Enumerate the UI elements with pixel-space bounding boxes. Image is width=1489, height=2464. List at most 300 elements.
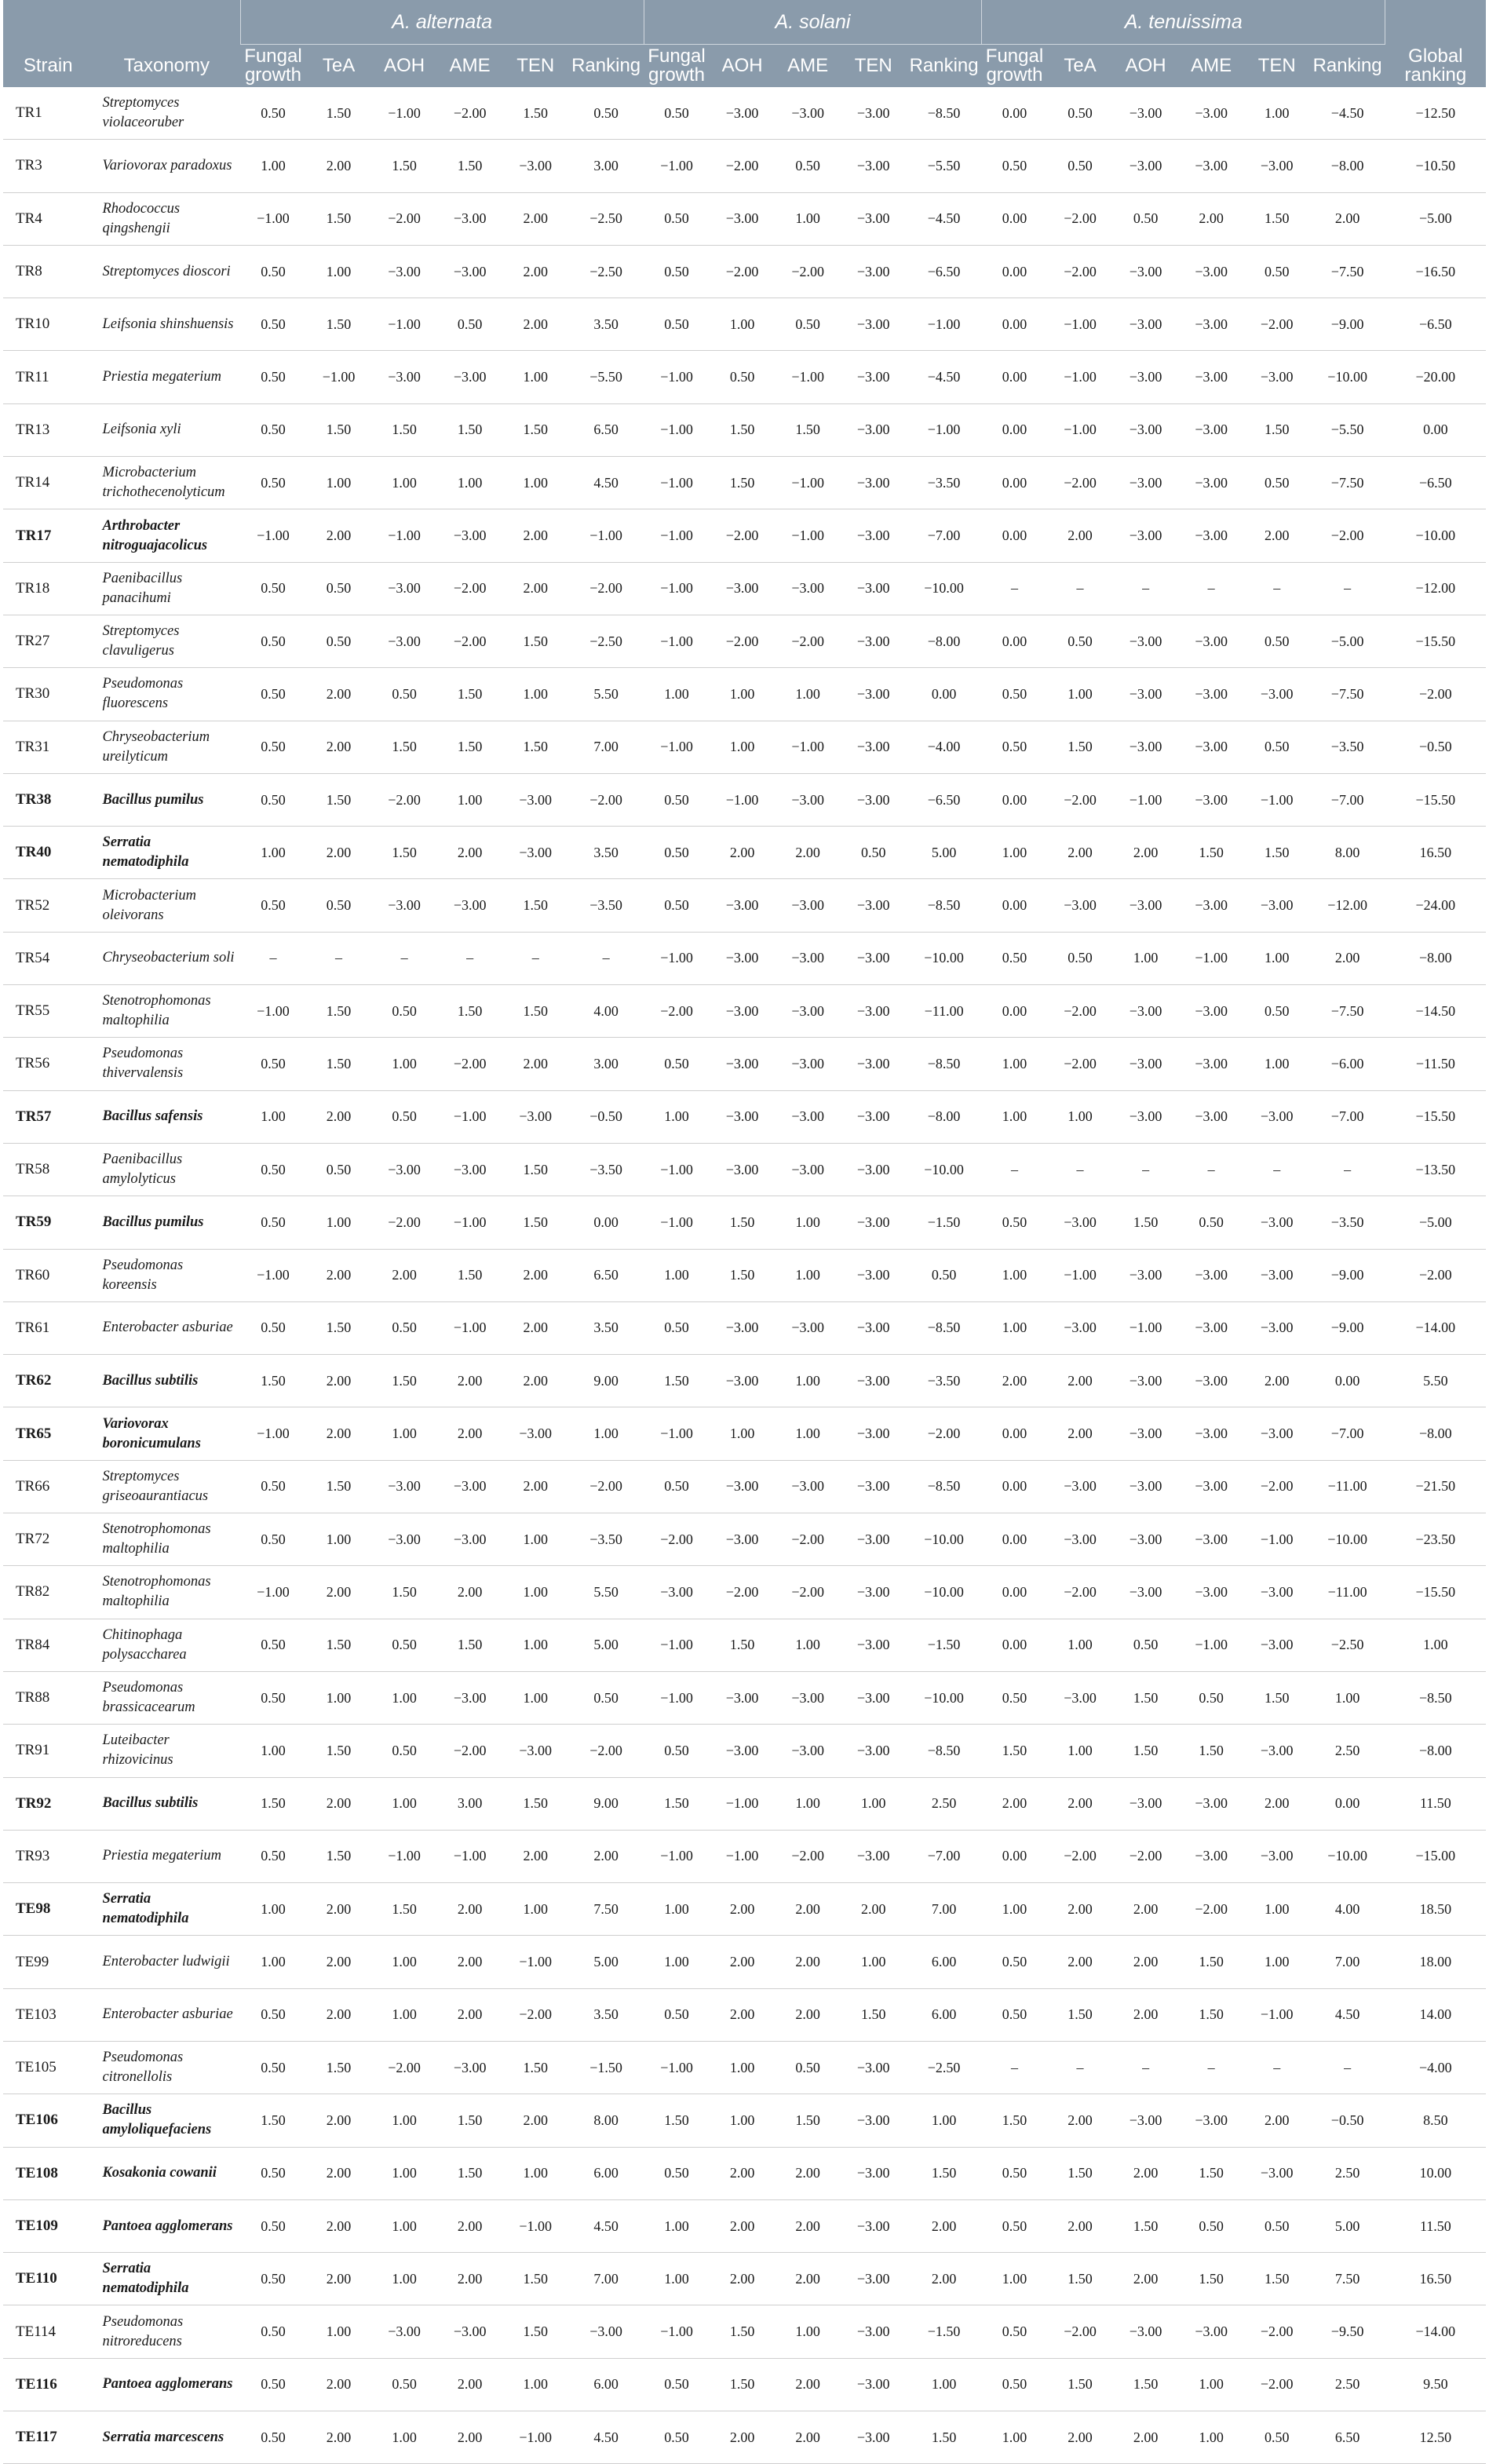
cell-alternata-value: 0.50 (240, 87, 306, 140)
cell-solani-value: 0.50 (644, 2147, 710, 2199)
cell-tenuissima-value: 8.00 (1310, 827, 1385, 879)
cell-tenuissima-value: 0.50 (1244, 2411, 1310, 2464)
cell-solani-value: −3.00 (710, 192, 776, 245)
cell-tenuissima-value: −1.00 (1047, 403, 1113, 456)
cell-tenuissima-value: 0.50 (1047, 615, 1113, 667)
cell-tenuissima-value: 0.00 (982, 192, 1048, 245)
cell-tenuissima-value: 1.00 (982, 1038, 1048, 1090)
cell-alternata-value: 2.00 (306, 2147, 372, 2199)
cell-tenuissima-value: 2.00 (982, 1777, 1048, 1830)
cell-alternata-value: 1.50 (306, 2041, 372, 2093)
table-row (3, 932, 1486, 984)
cell-solani-value: −3.00 (841, 1143, 907, 1195)
cell-tenuissima-value: −3.00 (1113, 1038, 1179, 1090)
cell-alternata-value: −3.00 (437, 879, 503, 932)
cell-solani-value: −3.00 (841, 1249, 907, 1301)
cell-tenuissima-value: – (1047, 1143, 1113, 1195)
cell-tenuissima-value: 1.00 (982, 2253, 1048, 2305)
cell-alternata-value: 2.00 (306, 1777, 372, 1830)
cell-solani-value: 0.50 (644, 2358, 710, 2411)
table-row (3, 1355, 1486, 1407)
cell-solani-value: 1.00 (841, 1777, 907, 1830)
cell-alternata-value: −3.00 (371, 351, 437, 403)
cell-tenuissima-value: −3.00 (1113, 351, 1179, 403)
cell-tenuissima-value: −9.00 (1310, 1249, 1385, 1301)
cell-taxonomy: Pseudomonas nitroreducens (93, 2305, 240, 2358)
cell-tenuissima-value: 2.50 (1310, 2147, 1385, 2199)
cell-alternata-value: 2.00 (502, 2094, 568, 2147)
cell-alternata-value: 6.00 (568, 2147, 644, 2199)
cell-solani-value: 1.50 (710, 403, 776, 456)
cell-strain: TR3 (3, 140, 93, 192)
table-row (3, 1566, 1486, 1619)
cell-strain: TR54 (3, 932, 93, 984)
cell-solani-value: 0.50 (775, 2041, 841, 2093)
cell-solani-value: −3.00 (841, 1619, 907, 1671)
cell-solani-value: −1.00 (644, 140, 710, 192)
cell-solani-value: 0.50 (644, 1725, 710, 1777)
cell-strain: TR27 (3, 615, 93, 667)
cell-taxonomy: Enterobacter asburiae (93, 1301, 240, 1354)
cell-alternata-value: 2.00 (502, 298, 568, 351)
cell-global-ranking: −8.00 (1385, 1407, 1486, 1460)
cell-taxonomy: Serratia nematodiphila (93, 2253, 240, 2305)
cell-alternata-value: 1.00 (502, 1671, 568, 1724)
cell-alternata-value: −3.00 (437, 1143, 503, 1195)
cell-alternata-value: −3.00 (437, 192, 503, 245)
cell-tenuissima-value: −3.00 (1178, 1407, 1244, 1460)
cell-taxonomy: Variovorax boronicumulans (93, 1407, 240, 1460)
cell-solani-value: 1.00 (710, 2094, 776, 2147)
cell-global-ranking: −21.50 (1385, 1460, 1486, 1513)
cell-tenuissima-value: −1.00 (1113, 1301, 1179, 1354)
cell-solani-value: −3.00 (841, 2253, 907, 2305)
cell-alternata-value: 1.50 (502, 2253, 568, 2305)
cell-tenuissima-value: 1.50 (1244, 403, 1310, 456)
cell-solani-value: −2.00 (710, 140, 776, 192)
table-row (3, 1988, 1486, 2041)
cell-tenuissima-value: −7.50 (1310, 457, 1385, 509)
cell-tenuissima-value: 2.00 (1047, 2411, 1113, 2464)
cell-tenuissima-value: 0.50 (1113, 1619, 1179, 1671)
cell-global-ranking: 5.50 (1385, 1355, 1486, 1407)
cell-taxonomy: Variovorax paradoxus (93, 140, 240, 192)
cell-solani-value: 2.00 (775, 2411, 841, 2464)
cell-solani-value: −1.00 (644, 1830, 710, 1882)
cell-taxonomy: Pseudomonas koreensis (93, 1249, 240, 1301)
cell-tenuissima-value: −3.00 (1244, 1407, 1310, 1460)
cell-solani-value: −3.00 (841, 1196, 907, 1249)
cell-taxonomy: Pseudomonas citronellolis (93, 2041, 240, 2093)
cell-tenuissima-value: −3.00 (1113, 457, 1179, 509)
cell-solani-value: −3.50 (906, 1355, 981, 1407)
table-row (3, 403, 1486, 456)
cell-alternata-value: −0.50 (568, 1090, 644, 1143)
cell-tenuissima-value: 1.50 (1047, 721, 1113, 773)
cell-strain: TR4 (3, 192, 93, 245)
cell-taxonomy: Serratia marcescens (93, 2411, 240, 2464)
cell-alternata-value: 1.50 (502, 1777, 568, 1830)
cell-alternata-value: −1.00 (502, 2199, 568, 2252)
cell-tenuissima-value: −3.00 (1113, 245, 1179, 298)
cell-alternata-value: 1.00 (240, 1725, 306, 1777)
cell-alternata-value: 1.50 (371, 1883, 437, 1936)
cell-tenuissima-value: 1.00 (982, 1249, 1048, 1301)
cell-solani-value: −1.00 (775, 457, 841, 509)
cell-alternata-value: 2.00 (437, 1407, 503, 1460)
cell-tenuissima-value: −3.00 (1244, 1090, 1310, 1143)
cell-solani-value: 2.50 (906, 1777, 981, 1830)
cell-solani-value: −3.00 (775, 773, 841, 826)
cell-tenuissima-value: 2.00 (1113, 1883, 1179, 1936)
cell-solani-value: 6.00 (906, 1988, 981, 2041)
cell-solani-value: −3.00 (841, 985, 907, 1038)
cell-solani-value: −1.00 (644, 509, 710, 562)
cell-solani-value: −3.00 (841, 1090, 907, 1143)
cell-tenuissima-value: 1.00 (982, 1883, 1048, 1936)
table-row (3, 1883, 1486, 1936)
cell-tenuissima-value: −3.00 (1113, 140, 1179, 192)
cell-alternata-value: 2.00 (306, 2199, 372, 2252)
cell-tenuissima-value: 1.50 (1047, 2358, 1113, 2411)
cell-solani-value: −3.00 (841, 1301, 907, 1354)
cell-alternata-value: 0.50 (371, 668, 437, 721)
cell-alternata-value: −1.00 (502, 2411, 568, 2464)
cell-solani-value: −1.00 (775, 351, 841, 403)
cell-taxonomy: Leifsonia xyli (93, 403, 240, 456)
cell-strain: TR11 (3, 351, 93, 403)
table-row (3, 562, 1486, 615)
cell-alternata-value: 6.50 (568, 1249, 644, 1301)
cell-solani-value: 1.00 (644, 1090, 710, 1143)
cell-alternata-value: 6.00 (568, 2358, 644, 2411)
cell-tenuissima-value: −3.00 (1178, 1513, 1244, 1566)
table-row (3, 2147, 1486, 2199)
cell-solani-value: 1.00 (775, 1249, 841, 1301)
cell-solani-value: −1.00 (906, 298, 981, 351)
table-row (3, 827, 1486, 879)
cell-alternata-value: −1.00 (437, 1090, 503, 1143)
species-header-row (3, 0, 1486, 45)
cell-tenuissima-value: 1.50 (1244, 827, 1310, 879)
cell-alternata-value: −3.00 (437, 1513, 503, 1566)
cell-tenuissima-value: 1.00 (982, 2411, 1048, 2464)
cell-solani-value: −1.00 (644, 1671, 710, 1724)
cell-solani-value: −1.50 (906, 1196, 981, 1249)
cell-tenuissima-value: 0.00 (982, 245, 1048, 298)
cell-alternata-value: 1.50 (240, 2094, 306, 2147)
cell-solani-value: 0.50 (644, 827, 710, 879)
table-row (3, 2199, 1486, 2252)
cell-solani-value: −3.00 (841, 2358, 907, 2411)
cell-alternata-value: 0.50 (240, 1830, 306, 1882)
cell-alternata-value: 0.50 (240, 1988, 306, 2041)
cell-tenuissima-value: 0.00 (982, 1407, 1048, 1460)
cell-alternata-value: 2.00 (306, 2253, 372, 2305)
cell-global-ranking: 14.00 (1385, 1988, 1486, 2041)
cell-taxonomy: Streptomyces violaceoruber (93, 87, 240, 140)
cell-tenuissima-value: 2.00 (1113, 1936, 1179, 1988)
cell-tenuissima-value: −1.00 (1113, 773, 1179, 826)
cell-alternata-value: 4.50 (568, 2199, 644, 2252)
cell-tenuissima-value: 2.00 (1178, 192, 1244, 245)
cell-tenuissima-value: 2.00 (1244, 1355, 1310, 1407)
cell-tenuissima-value: −0.50 (1310, 2094, 1385, 2147)
cell-solani-value: −1.00 (644, 457, 710, 509)
cell-tenuissima-value: −3.00 (1244, 1830, 1310, 1882)
cell-solani-value: −3.00 (841, 245, 907, 298)
cell-tenuissima-value: 1.50 (1244, 1671, 1310, 1724)
cell-alternata-value: 2.00 (306, 2358, 372, 2411)
cell-tenuissima-value: −3.00 (1178, 1355, 1244, 1407)
cell-solani-value: −8.50 (906, 879, 981, 932)
cell-tenuissima-value: 1.50 (1244, 192, 1310, 245)
cell-solani-value: −3.00 (841, 1671, 907, 1724)
cell-tenuissima-value: −3.50 (1310, 721, 1385, 773)
cell-taxonomy: Priestia megaterium (93, 1830, 240, 1882)
cell-solani-value: −8.50 (906, 1301, 981, 1354)
cell-solani-value: −3.00 (710, 1513, 776, 1566)
cell-alternata-value: −3.00 (437, 509, 503, 562)
cell-alternata-value: 0.50 (240, 2199, 306, 2252)
cell-tenuissima-value: −10.00 (1310, 351, 1385, 403)
cell-tenuissima-value: 0.50 (1178, 2199, 1244, 2252)
cell-solani-value: −1.00 (710, 1830, 776, 1882)
cell-solani-value: −1.00 (644, 1196, 710, 1249)
column-header-global-ranking: Global ranking (1385, 45, 1486, 88)
table-row (3, 721, 1486, 773)
cell-tenuissima-value: −3.00 (1178, 87, 1244, 140)
cell-alternata-value: 1.50 (306, 773, 372, 826)
cell-solani-value: −1.00 (644, 351, 710, 403)
cell-tenuissima-value: −3.00 (1244, 2147, 1310, 2199)
cell-solani-value: −8.50 (906, 1725, 981, 1777)
cell-strain: TE116 (3, 2358, 93, 2411)
cell-tenuissima-value: −11.00 (1310, 1566, 1385, 1619)
cell-tenuissima-value: −3.00 (1178, 245, 1244, 298)
cell-alternata-value: 1.50 (306, 87, 372, 140)
cell-alternata-value: 7.00 (568, 721, 644, 773)
cell-alternata-value: 2.00 (306, 1988, 372, 2041)
cell-tenuissima-value: −2.00 (1047, 1830, 1113, 1882)
cell-alternata-value: 2.00 (306, 1355, 372, 1407)
cell-tenuissima-value: 1.00 (1047, 1619, 1113, 1671)
cell-tenuissima-value: −2.00 (1047, 773, 1113, 826)
cell-alternata-value: 1.50 (306, 1619, 372, 1671)
cell-alternata-value: 5.00 (568, 1619, 644, 1671)
cell-global-ranking: −5.00 (1385, 1196, 1486, 1249)
cell-solani-value: −6.50 (906, 773, 981, 826)
cell-tenuissima-value: – (1244, 2041, 1310, 2093)
cell-tenuissima-value: −3.00 (1178, 615, 1244, 667)
cell-alternata-value: 1.50 (371, 721, 437, 773)
cell-alternata-value: 7.50 (568, 1883, 644, 1936)
cell-tenuissima-value: 1.50 (1047, 1988, 1113, 2041)
cell-strain: TR61 (3, 1301, 93, 1354)
cell-tenuissima-value: – (1310, 562, 1385, 615)
cell-solani-value: 1.00 (710, 668, 776, 721)
cell-solani-value: −7.00 (906, 1830, 981, 1882)
cell-tenuissima-value: 2.00 (1113, 2253, 1179, 2305)
column-header-solani-ranking: Ranking (906, 45, 981, 88)
cell-tenuissima-value: −2.00 (1178, 1883, 1244, 1936)
cell-global-ranking: −5.00 (1385, 192, 1486, 245)
cell-alternata-value: 1.50 (437, 668, 503, 721)
cell-alternata-value: 0.50 (371, 1301, 437, 1354)
cell-alternata-value: 0.50 (240, 245, 306, 298)
column-header-tenuissima-fungal-growth: Fungal growth (982, 45, 1048, 88)
cell-alternata-value: −1.00 (437, 1301, 503, 1354)
cell-strain: TR8 (3, 245, 93, 298)
cell-tenuissima-value: −3.00 (1113, 1566, 1179, 1619)
column-header-tenuissima-ten: TEN (1244, 45, 1310, 88)
cell-alternata-value: 0.50 (371, 1619, 437, 1671)
cell-alternata-value: −1.00 (240, 1566, 306, 1619)
cell-global-ranking: −2.00 (1385, 668, 1486, 721)
cell-alternata-value: 0.50 (568, 87, 644, 140)
cell-alternata-value: −2.00 (437, 87, 503, 140)
cell-solani-value: −3.00 (710, 1090, 776, 1143)
cell-solani-value: −3.00 (841, 562, 907, 615)
cell-alternata-value: −3.00 (502, 827, 568, 879)
cell-solani-value: 0.50 (906, 1249, 981, 1301)
table-row (3, 1619, 1486, 1671)
cell-tenuissima-value: 0.50 (1244, 721, 1310, 773)
cell-alternata-value: 0.00 (568, 1196, 644, 1249)
cell-taxonomy: Chitinophaga polysaccharea (93, 1619, 240, 1671)
cell-solani-value: 1.00 (775, 1196, 841, 1249)
cell-alternata-value: 0.50 (240, 1460, 306, 1513)
cell-solani-value: −1.00 (906, 403, 981, 456)
cell-tenuissima-value: −3.00 (1113, 298, 1179, 351)
cell-solani-value: 2.00 (906, 2253, 981, 2305)
cell-tenuissima-value: 0.50 (982, 2147, 1048, 2199)
cell-tenuissima-value: 2.00 (1244, 509, 1310, 562)
cell-tenuissima-value: −12.00 (1310, 879, 1385, 932)
cell-alternata-value: −1.00 (306, 351, 372, 403)
cell-alternata-value: −1.00 (502, 1936, 568, 1988)
cell-solani-value: −3.00 (710, 1355, 776, 1407)
cell-solani-value: −2.00 (906, 1407, 981, 1460)
cell-taxonomy: Stenotrophomonas maltophilia (93, 1513, 240, 1566)
cell-global-ranking: −4.00 (1385, 2041, 1486, 2093)
cell-tenuissima-value: – (982, 562, 1048, 615)
cell-tenuissima-value: −7.50 (1310, 245, 1385, 298)
cell-alternata-value: −3.00 (371, 1513, 437, 1566)
cell-tenuissima-value: 1.50 (1178, 2253, 1244, 2305)
cell-solani-value: −3.00 (775, 1143, 841, 1195)
cell-alternata-value: −2.00 (437, 1038, 503, 1090)
cell-tenuissima-value: −3.00 (1113, 1777, 1179, 1830)
cell-alternata-value: 2.00 (437, 2411, 503, 2464)
cell-alternata-value: 2.00 (437, 1936, 503, 1988)
cell-tenuissima-value: 0.00 (982, 403, 1048, 456)
cell-solani-value: −3.00 (841, 1407, 907, 1460)
cell-tenuissima-value: −6.00 (1310, 1038, 1385, 1090)
cell-solani-value: 0.50 (644, 87, 710, 140)
cell-tenuissima-value: 0.00 (982, 1513, 1048, 1566)
cell-tenuissima-value: 1.50 (1113, 2358, 1179, 2411)
cell-taxonomy: Serratia nematodiphila (93, 1883, 240, 1936)
cell-strain: TR88 (3, 1671, 93, 1724)
cell-tenuissima-value: −3.00 (1113, 615, 1179, 667)
cell-global-ranking: 18.00 (1385, 1936, 1486, 1988)
cell-strain: TR59 (3, 1196, 93, 1249)
cell-solani-value: 2.00 (710, 2253, 776, 2305)
cell-tenuissima-value: −2.00 (1047, 245, 1113, 298)
cell-alternata-value: 0.50 (240, 2411, 306, 2464)
cell-solani-value: 5.00 (906, 827, 981, 879)
cell-alternata-value: −1.00 (240, 1249, 306, 1301)
cell-tenuissima-value: −1.00 (1047, 298, 1113, 351)
cell-global-ranking: −10.00 (1385, 509, 1486, 562)
cell-solani-value: 1.50 (710, 1619, 776, 1671)
cell-solani-value: 2.00 (775, 2199, 841, 2252)
cell-tenuissima-value: −2.00 (1047, 192, 1113, 245)
cell-alternata-value: 2.00 (437, 2199, 503, 2252)
cell-solani-value: 1.00 (644, 1936, 710, 1988)
column-header-solani-ame: AME (775, 45, 841, 88)
cell-taxonomy: Chryseobacterium ureilyticum (93, 721, 240, 773)
cell-tenuissima-value: −3.00 (1047, 1671, 1113, 1724)
cell-strain: TE110 (3, 2253, 93, 2305)
cell-taxonomy: Bacillus subtilis (93, 1777, 240, 1830)
cell-alternata-value: 1.00 (371, 1777, 437, 1830)
header-blank (3, 0, 93, 45)
cell-strain: TR58 (3, 1143, 93, 1195)
cell-solani-value: 2.00 (775, 2358, 841, 2411)
cell-alternata-value: −1.00 (568, 509, 644, 562)
cell-alternata-value: 2.00 (437, 2358, 503, 2411)
cell-solani-value: 2.00 (710, 1883, 776, 1936)
cell-alternata-value: 1.00 (502, 1566, 568, 1619)
cell-alternata-value: 0.50 (240, 773, 306, 826)
cell-solani-value: −2.00 (710, 1566, 776, 1619)
cell-tenuissima-value: −3.00 (1113, 1460, 1179, 1513)
cell-tenuissima-value: −3.00 (1244, 668, 1310, 721)
cell-alternata-value: 3.50 (568, 827, 644, 879)
cell-strain: TR91 (3, 1725, 93, 1777)
cell-alternata-value: −3.00 (437, 351, 503, 403)
cell-solani-value: −10.00 (906, 932, 981, 984)
cell-alternata-value: 1.50 (306, 192, 372, 245)
cell-tenuissima-value: 2.00 (1310, 192, 1385, 245)
cell-solani-value: −1.00 (775, 509, 841, 562)
cell-alternata-value: −1.00 (240, 985, 306, 1038)
cell-alternata-value: 1.50 (437, 140, 503, 192)
cell-solani-value: 2.00 (775, 1883, 841, 1936)
cell-alternata-value: 2.00 (502, 509, 568, 562)
cell-alternata-value: 0.50 (240, 879, 306, 932)
cell-solani-value: −3.00 (775, 1090, 841, 1143)
table-row (3, 1196, 1486, 1249)
cell-alternata-value: 5.00 (568, 1936, 644, 1988)
cell-tenuissima-value: 2.00 (1047, 1407, 1113, 1460)
cell-solani-value: −1.00 (644, 615, 710, 667)
cell-strain: TR30 (3, 668, 93, 721)
cell-solani-value: −3.00 (775, 87, 841, 140)
cell-alternata-value: – (306, 932, 372, 984)
cell-global-ranking: −14.00 (1385, 1301, 1486, 1354)
cell-alternata-value: 0.50 (437, 298, 503, 351)
cell-tenuissima-value: −3.00 (1178, 140, 1244, 192)
cell-tenuissima-value: −1.00 (1244, 1513, 1310, 1566)
cell-solani-value: 0.50 (644, 1460, 710, 1513)
table-row (3, 1407, 1486, 1460)
cell-solani-value: 1.00 (644, 2253, 710, 2305)
cell-tenuissima-value: −7.50 (1310, 668, 1385, 721)
cell-tenuissima-value: 0.00 (982, 773, 1048, 826)
